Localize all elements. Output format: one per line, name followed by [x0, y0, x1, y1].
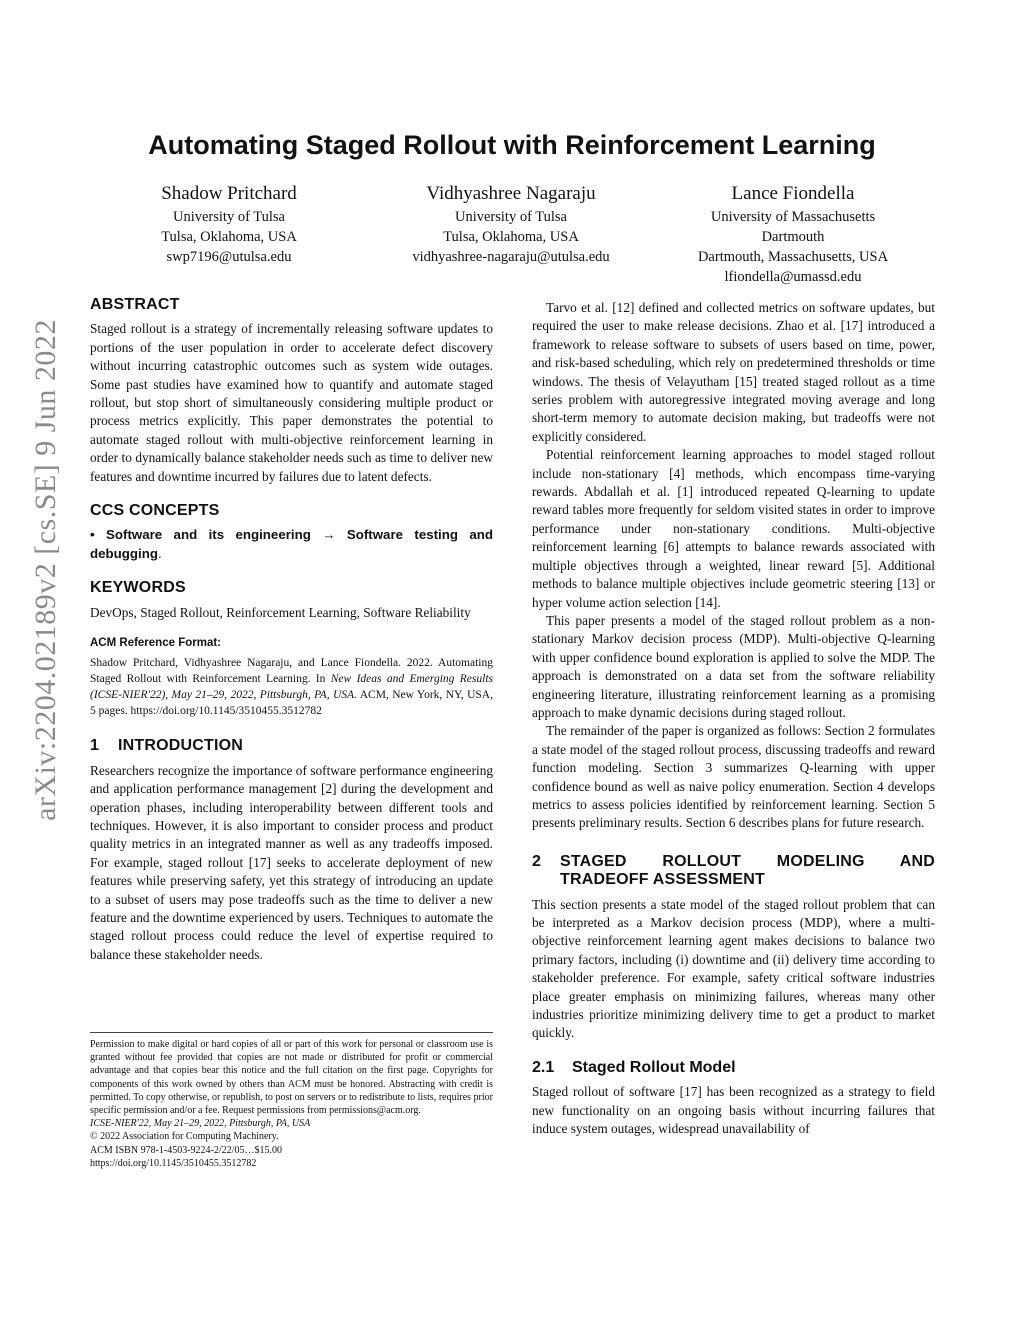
- section-title: Staged Rollout Model: [572, 1058, 736, 1076]
- ccs-heading: CCS CONCEPTS: [90, 502, 220, 520]
- reference-text-a: Shadow Pritchard, Vidhyashree Nagaraju, and Lance Fiondella. 2022. Automating Staged Rollout with Reinforcement Learning. In: [90, 656, 493, 685]
- reference-format-text: [90, 655, 493, 720]
- introduction-text: Researchers recognize the importance of software performance engineering and application performance management [2] during the development and operation phases, including interoperability between different tools and techniques. However, it is also important to consider process and product quality metrics in an integrated manner as well as any tradeoffs imposed. For example, staged rollout [17] seeks to accelerate deployment of new features while preserving safety, yet this strategy of introducing an update to a subset of users may pose tradeoffs such as the time to deliver a new feature and the downtime experienced by users. Techniques to automate the staged rollout process could reduce the level of expertise required to balance these stakeholder needs.: [90, 762, 493, 962]
- section-number: 1: [90, 737, 100, 755]
- abstract-heading: ABSTRACT: [90, 296, 180, 313]
- section-2-1: [532, 1059, 935, 1139]
- author-name: Shadow Pritchard: [161, 183, 297, 204]
- author-affiliation: University of Tulsa: [455, 209, 567, 225]
- footnote-rule: [90, 1032, 493, 1033]
- author-name: Vidhyashree Nagaraju: [426, 183, 596, 204]
- section-number: 2: [532, 852, 542, 870]
- right-column: [532, 299, 935, 1154]
- ccs-bullet-text: • Software and its engineering → Software testing and debugging: [90, 527, 493, 561]
- reference-venue: New Ideas and Emerging Results (ICSE-NIER'22), May 21–29, 2022, Pittsburgh, PA, USA.: [90, 672, 493, 701]
- author-2: [370, 182, 652, 287]
- author-email: swp7196@utulsa.edu: [166, 249, 292, 265]
- author-email: vidhyashree-nagaraju@utulsa.edu: [412, 249, 610, 265]
- isbn-line: ACM ISBN 978-1-4503-9224-2/22/05…$15.00: [90, 1144, 282, 1156]
- ccs-section: [90, 502, 493, 563]
- author-name: Lance Fiondella: [731, 183, 855, 204]
- conference-line: ICSE-NIER'22, May 21–29, 2022, Pittsburgh, PA, USA: [90, 1118, 311, 1130]
- introduction-section: [90, 737, 493, 964]
- keywords-text: DevOps, Staged Rollout, Reinforcement Learning, Software Reliability: [90, 604, 471, 620]
- left-column: [90, 296, 493, 980]
- section-number: 2.1: [532, 1058, 555, 1076]
- author-affiliation: University of Tulsa: [173, 209, 285, 225]
- author-location: Dartmouth, Massachusetts, USA: [697, 249, 889, 265]
- author-affiliation-2: Dartmouth: [761, 229, 825, 245]
- paragraph: The remainder of the paper is organized as follows: Section 2 formulates a state model of the staged rollout process, discussing tradeoffs and reward function modeling. Section 3 summarizes Q-learning with upper confidence bound as well as naive policy enumeration. Section 4 develops metrics to assess policies identified by reinforcement learning. Section 5 presents preliminary results. Section 6 describes plans for future research.: [532, 723, 935, 831]
- paragraph: This paper presents a model of the staged rollout problem as a non-stationary Markov decision process (MDP). Multi-objective Q-learning with upper confidence bound exploration is applied to solve the MDP. The approach is demonstrated on a data set from the software reliability engineering literature, illustrating reinforcement learning as a promising approach to make dynamic decisions during staged rollout.: [532, 612, 935, 720]
- section-2-1-text: Staged rollout of software [17] has been recognized as a strategy to field new functionality on an ongoing basis without incurring failures that induce system outages, widespread unavailability of: [532, 1084, 935, 1137]
- section-2-heading: [532, 853, 935, 890]
- author-1: [88, 182, 370, 287]
- reference-format: [90, 634, 493, 719]
- section-2: [532, 853, 935, 1043]
- copyright-footnote: [90, 1032, 493, 1170]
- ccs-period: .: [157, 545, 162, 561]
- section-title: INTRODUCTION: [118, 737, 244, 755]
- reference-format-heading: ACM Reference Format:: [90, 637, 221, 650]
- arxiv-stamp: arXiv:2204.02189v2 [cs.SE] 9 Jun 2022: [29, 319, 62, 821]
- paragraph: Potential reinforcement learning approaches to model staged rollout include non-stationary [4] methods, which encompass time-varying rewards. Abdallah et al. [1] introduced repeated Q-learning to update reward tables more frequently for seldom visited states in order to improve performance under non-stationary conditions. Multi-objective reinforcement learning [6] attempts to balance rewards associated with multiple objectives through a weighted, linear reward [5]. Additional methods to balance multiple objectives include geometric steering [13] or hyper volume action selection [14].: [532, 447, 935, 610]
- paper-title: Automating Staged Rollout with Reinforcement Learning: [148, 130, 876, 160]
- copyright-line: © 2022 Association for Computing Machinery.: [90, 1131, 279, 1143]
- keywords-heading: KEYWORDS: [90, 579, 186, 597]
- paragraph: Tarvo et al. [12] defined and collected metrics on software updates, but required the user to make release decisions. Zhao et al. [17] introduced a framework to release software to subsets of users based on time, power, and risk-based scheduling, which rely on predetermined thresholds or time windows. The thesis of Velayutham [15] treated staged rollout as a time series problem with autoregressive integrated moving average and long short-term memory to automate decision making, but tradeoffs were not explicitly considered.: [532, 300, 935, 444]
- author-3: [652, 182, 934, 287]
- reference-text-b: ACM, New York, NY, USA, 5 pages. https://doi.org/10.1145/3510455.3512782: [90, 688, 493, 718]
- author-block: [90, 182, 934, 287]
- permission-text: Permission to make digital or hard copies of all or part of this work for personal or classroom use is granted without fee provided that copies are not made or distributed for profit or commercial advantage and that copies bear this notice and the full citation on the first page. Copyrights for components of this work owned by others than ACM must be honored. Abstracting with credit is permitted. To copy otherwise, or republish, to post on servers or to redistribute to lists, requires prior specific permission and/or a fee. Request permissions from permissions@acm.org.: [90, 1039, 493, 1117]
- section-2-text: This section presents a state model of the staged rollout problem that can be interpreted as a Markov decision process (MDP), where a multi-objective reinforcement learning agent makes decisions to balance two primary factors, including (i) downtime and (ii) delivery time according to stakeholder preference. For example, safety critical software industries place greater emphasis on minimizing failures, whereas many other industries prioritize minimizing delivery time to get a product to market quickly.: [532, 896, 935, 1041]
- doi-line: https://doi.org/10.1145/3510455.3512782: [90, 1157, 257, 1169]
- abstract-text: Staged rollout is a strategy of incrementally releasing software updates to portions of the user population in order to accelerate defect discovery without incurring catastrophic outcomes such as system wide outages. Some past studies have examined how to quantify and automate staged rollout, but stop short of simultaneously considering multiple product or process metrics explicitly. This paper demonstrates the potential to automate staged rollout with multi-objective reinforcement learning in order to dynamically balance stakeholder needs such as time to deliver new features and downtime incurred by failures due to latent defects.: [90, 321, 493, 484]
- author-email: lfiondella@umassd.edu: [724, 269, 862, 285]
- author-location: Tulsa, Oklahoma, USA: [161, 229, 297, 245]
- introduction-heading: [90, 737, 493, 755]
- section-title: STAGED ROLLOUT MODELING AND TRADEOFF ASSESSMENT: [560, 852, 935, 889]
- author-affiliation: University of Massachusetts: [710, 209, 876, 225]
- section-2-1-heading: [532, 1059, 935, 1077]
- keywords-section: [90, 579, 493, 622]
- ccs-concept: [90, 526, 493, 563]
- abstract-section: [90, 296, 493, 486]
- author-location: Tulsa, Oklahoma, USA: [443, 229, 579, 245]
